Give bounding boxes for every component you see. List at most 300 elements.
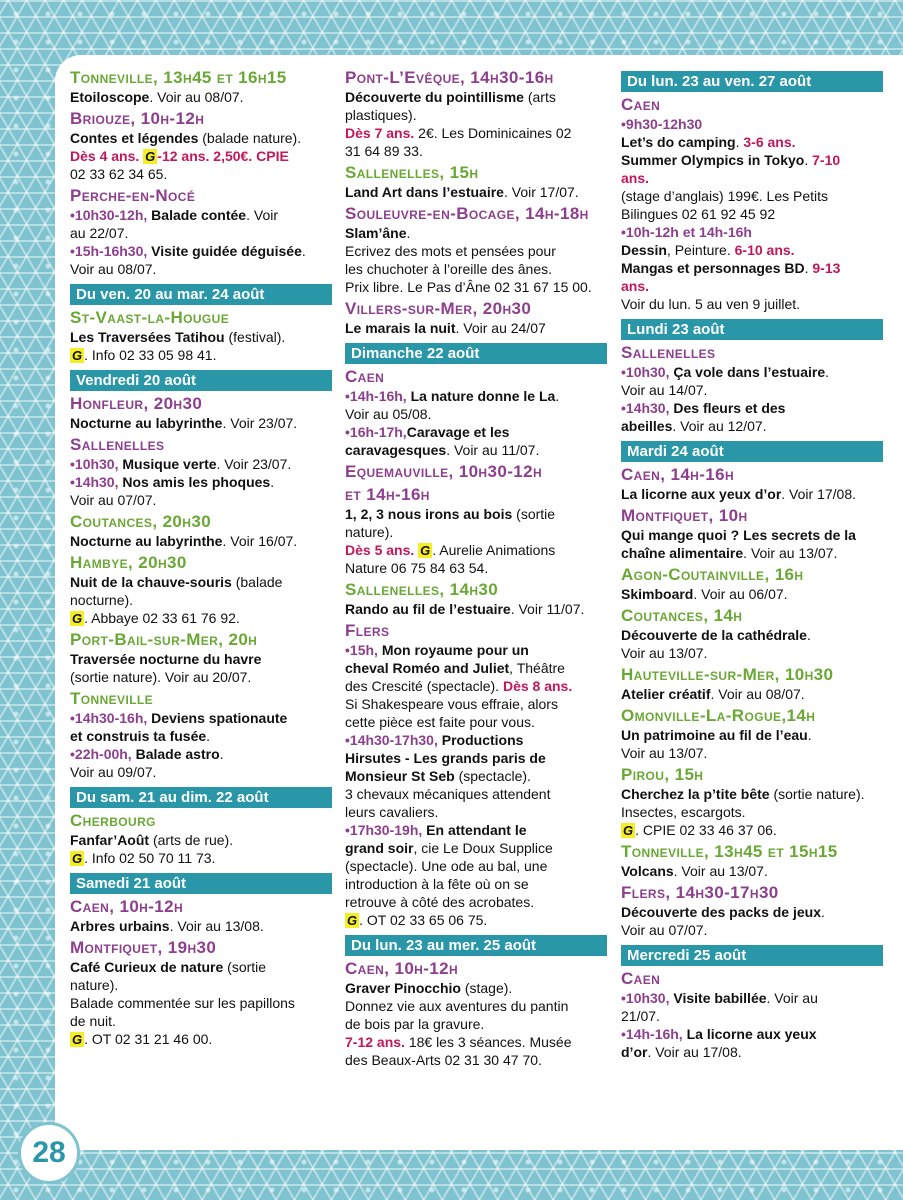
- age-info: 7-10: [812, 152, 841, 168]
- event-line: [621, 223, 883, 241]
- event-detail: de nuit.: [70, 1013, 116, 1029]
- event-detail: Insectes, escargots.: [621, 804, 746, 820]
- event-line: [345, 541, 607, 559]
- event-detail: .: [806, 627, 811, 643]
- event-line: [345, 278, 607, 296]
- page-number: 28: [18, 1122, 80, 1184]
- event-title: Découverte de la cathédrale: [621, 627, 807, 643]
- event-title: La licorne aux yeux: [686, 1026, 817, 1042]
- location-heading: Hauteville-sur-Mer, 10h30: [621, 665, 834, 684]
- location-heading: Sallenelles: [70, 435, 165, 454]
- event-detail: , Peinture.: [666, 242, 735, 258]
- event-detail: .: [219, 746, 224, 762]
- event-title: Découverte du pointillisme: [345, 89, 524, 105]
- event-detail: (sortie: [512, 506, 556, 522]
- location-heading: Flers, 14h30-17h30: [621, 883, 779, 902]
- date-banner: Du sam. 21 au dim. 22 août: [70, 787, 332, 808]
- event-line: [621, 115, 883, 133]
- event-detail: nature).: [70, 977, 119, 993]
- event-line: [621, 626, 883, 644]
- event-title: Le marais la nuit: [345, 320, 456, 336]
- event-title: abeilles: [621, 418, 673, 434]
- event-title: Des fleurs et des: [673, 400, 786, 416]
- event-detail: (arts de rue).: [149, 832, 234, 848]
- event-line: [345, 731, 607, 749]
- event-title: Café Curieux de nature: [70, 959, 224, 975]
- event-line: [70, 129, 332, 147]
- event-detail: (balade: [231, 574, 283, 590]
- event-detail: . Voir 16/07.: [222, 533, 298, 549]
- location-heading: Pont-L’Evêque, 14h30-16h: [345, 68, 554, 87]
- event-line: [345, 260, 607, 278]
- event-detail: (sortie nature).: [769, 786, 865, 802]
- event-line: [621, 685, 883, 703]
- age-info: 7-12 ans.: [345, 1034, 409, 1050]
- event-line: [70, 473, 332, 491]
- event-title: Fanfar’Août: [70, 832, 150, 848]
- event-time: •14h-16h,: [345, 388, 411, 404]
- event-line: [621, 989, 883, 1007]
- event-line: [345, 1015, 607, 1033]
- event-detail: . Voir au 13/07.: [743, 545, 838, 561]
- event-detail: . Voir au 08/07.: [710, 686, 805, 702]
- event-detail: (spectacle).: [454, 768, 531, 784]
- event-line: [345, 695, 607, 713]
- event-line: [70, 917, 332, 935]
- event-detail: leurs cavaliers.: [345, 804, 439, 820]
- event-detail: . OT 02 33 65 06 75.: [359, 912, 488, 928]
- age-info: 6-10 ans.: [734, 242, 795, 258]
- event-line: [621, 1025, 883, 1043]
- event-line: [70, 455, 332, 473]
- location-heading: St-Vaast-la-Hougue: [70, 308, 230, 327]
- event-line: [70, 849, 332, 867]
- event-time: •14h30-16h,: [70, 710, 152, 726]
- location-heading: Souleuvre-en-Bocage, 14h-18h: [345, 204, 589, 223]
- event-line: [70, 414, 332, 432]
- event-line: [345, 106, 607, 124]
- event-line: [621, 259, 883, 277]
- event-detail: plastiques).: [345, 107, 417, 123]
- event-detail: Voir au 08/07.: [70, 261, 157, 277]
- event-detail: Nature 06 75 84 63 54.: [345, 560, 489, 576]
- event-detail: (arts: [523, 89, 556, 105]
- event-line: [621, 485, 883, 503]
- event-line: [70, 242, 332, 260]
- event-detail: (sortie nature). Voir au 20/07.: [70, 669, 252, 685]
- event-line: [70, 958, 332, 976]
- event-detail: nature).: [345, 524, 394, 540]
- event-title: 1, 2, 3 nous irons au bois: [345, 506, 513, 522]
- event-detail: 2€. Les Dominicaines 02: [418, 125, 572, 141]
- event-detail: Voir au 05/08.: [345, 406, 432, 422]
- event-detail: . Voir au 24/07: [455, 320, 546, 336]
- event-detail: .: [735, 134, 744, 150]
- event-title: Let’s do camping: [621, 134, 736, 150]
- event-title: Caravage et les: [406, 424, 510, 440]
- event-title: Monsieur St Seb: [345, 768, 455, 784]
- event-detail: Ecrivez des mots et pensées pour: [345, 243, 556, 259]
- event-line: [70, 328, 332, 346]
- free-badge: G: [72, 348, 83, 363]
- event-detail: . Info 02 33 05 98 41.: [84, 347, 217, 363]
- event-title: Productions: [441, 732, 524, 748]
- event-line: [345, 821, 607, 839]
- event-line: [345, 142, 607, 160]
- age-info: Dès 8 ans.: [502, 678, 573, 694]
- event-detail: Prix libre. Le Pas d’Âne 02 31 67 15 00.: [345, 279, 592, 295]
- event-line: [345, 441, 607, 459]
- event-line: [345, 979, 607, 997]
- event-title: Les Traversées Tatihou: [70, 329, 225, 345]
- event-title: Ça vole dans l’estuaire: [673, 364, 826, 380]
- event-title: Rando au fil de l’estuaire: [345, 601, 511, 617]
- event-line: [621, 785, 883, 803]
- event-detail: . Voir 17/07.: [503, 184, 579, 200]
- event-line: [345, 749, 607, 767]
- event-line: [70, 491, 332, 509]
- event-line: [70, 147, 332, 165]
- event-line: [621, 133, 883, 151]
- age-info: Dès 7 ans.: [345, 125, 419, 141]
- date-banner: Lundi 23 août: [621, 319, 883, 340]
- event-detail: 3 chevaux mécaniques attendent: [345, 786, 551, 802]
- event-title: Dessin: [621, 242, 667, 258]
- event-line: [70, 763, 332, 781]
- event-line: [345, 423, 607, 441]
- event-line: [621, 921, 883, 939]
- event-detail: Voir au 07/07.: [621, 922, 708, 938]
- event-line: [70, 745, 332, 763]
- event-line: [70, 668, 332, 686]
- event-line: [70, 532, 332, 550]
- event-detail: des Beaux-Arts 02 31 30 47 70.: [345, 1052, 542, 1068]
- event-detail: .: [270, 474, 275, 490]
- event-line: [345, 641, 607, 659]
- event-detail: , cie Le Doux Supplice: [413, 840, 553, 856]
- event-detail: . Voir 23/07.: [216, 456, 292, 472]
- event-line: [70, 709, 332, 727]
- event-line: [345, 677, 607, 695]
- location-heading: Sallenelles, 15h: [345, 163, 479, 182]
- event-line: [70, 206, 332, 224]
- event-title: Nocturne au labyrinthe: [70, 533, 223, 549]
- location-heading: Montfiquet, 19h30: [70, 938, 217, 957]
- event-detail: . OT 02 31 21 46 00.: [84, 1031, 213, 1047]
- event-title: Qui mange quoi ? Les secrets de la: [621, 527, 856, 543]
- event-detail: (sortie: [223, 959, 267, 975]
- event-time: •10h30-12h,: [70, 207, 152, 223]
- event-title: Land Art dans l’estuaire: [345, 184, 504, 200]
- event-line: [621, 644, 883, 662]
- location-heading: Villers-sur-Mer, 20h30: [345, 299, 532, 318]
- event-line: [70, 727, 332, 745]
- event-title: Visite babillée: [673, 990, 767, 1006]
- event-line: [621, 241, 883, 259]
- event-title: Nuit de la chauve-souris: [70, 574, 232, 590]
- location-heading: Sallenelles, 14h30: [345, 580, 499, 599]
- event-detail: . Voir 17/08.: [781, 486, 856, 502]
- location-heading: Caen: [621, 95, 661, 114]
- age-info: ans.: [621, 278, 650, 294]
- event-title: Summer Olympics in Tokyo: [621, 152, 805, 168]
- event-time: •10h30,: [621, 364, 674, 380]
- event-line: [345, 997, 607, 1015]
- event-title: cheval Roméo and Juliet: [345, 660, 510, 676]
- event-time: •22h-00h,: [70, 746, 136, 762]
- location-heading: Caen: [345, 367, 385, 386]
- event-detail: les chuchoter à l’oreille des ânes.: [345, 261, 553, 277]
- date-banner: Vendredi 20 août: [70, 370, 332, 391]
- event-detail: . Aurelie Animations: [432, 542, 556, 558]
- event-title: Volcans: [621, 863, 674, 879]
- event-detail: . Voir: [246, 207, 279, 223]
- event-detail: (festival).: [224, 329, 286, 345]
- location-heading: Tonneville: [70, 689, 154, 708]
- event-time: •14h30,: [621, 400, 674, 416]
- event-title: Nos amis les phoques: [122, 474, 271, 490]
- event-title: et construis ta fusée: [70, 728, 207, 744]
- event-line: [621, 381, 883, 399]
- location-heading: Coutances, 20h30: [70, 512, 212, 531]
- location-heading: Caen, 10h-12h: [345, 959, 459, 978]
- event-title: Skimboard: [621, 586, 694, 602]
- event-detail: . Voir 11/07.: [510, 601, 585, 617]
- event-line: [345, 88, 607, 106]
- event-time: •16h-17h,: [345, 424, 407, 440]
- event-line: [70, 1012, 332, 1030]
- event-time: •9h30-12h30: [621, 116, 703, 132]
- event-title: Musique verte: [122, 456, 217, 472]
- event-detail: . Voir au 13/07.: [673, 863, 768, 879]
- event-time: •17h30-19h,: [345, 822, 427, 838]
- event-time: •14h30-17h30,: [345, 732, 442, 748]
- event-line: [70, 591, 332, 609]
- event-line: [621, 363, 883, 381]
- event-detail: 21/07.: [621, 1008, 660, 1024]
- free-badge: G: [72, 1032, 83, 1047]
- event-line: [345, 183, 607, 201]
- event-line: [621, 295, 883, 313]
- location-heading: Caen, 14h-16h: [621, 465, 735, 484]
- event-line: [70, 1030, 332, 1048]
- event-detail: .: [807, 727, 812, 743]
- event-line: [621, 744, 883, 762]
- event-line: [621, 187, 883, 205]
- event-line: [621, 205, 883, 223]
- free-badge: G: [623, 823, 634, 838]
- event-detail: . Abbaye 02 33 61 76 92.: [84, 610, 240, 626]
- event-detail: Voir au 09/07.: [70, 764, 157, 780]
- event-detail: , Théâtre: [509, 660, 565, 676]
- event-title: Graver Pinocchio: [345, 980, 461, 996]
- agenda-column-2: [345, 65, 607, 1069]
- event-line: [70, 346, 332, 364]
- event-line: [70, 976, 332, 994]
- event-title: Contes et légendes: [70, 130, 199, 146]
- event-line: [70, 994, 332, 1012]
- event-time: •14h-16h,: [621, 1026, 687, 1042]
- event-detail: de bois par la gravure.: [345, 1016, 485, 1032]
- event-time: •15h,: [345, 642, 382, 658]
- event-line: [70, 165, 332, 183]
- free-badge: G: [145, 149, 156, 164]
- location-heading: Coutances, 14h: [621, 606, 743, 625]
- date-banner: Du ven. 20 au mar. 24 août: [70, 284, 332, 305]
- event-line: [621, 1007, 883, 1025]
- location-heading: Montfiquet, 10h: [621, 506, 748, 525]
- event-time: •15h-16h30,: [70, 243, 152, 259]
- event-title: Deviens spationaute: [151, 710, 288, 726]
- event-line: [345, 319, 607, 337]
- event-detail: Si Shakespeare vous effraie, alors: [345, 696, 558, 712]
- location-heading: Hambye, 20h30: [70, 553, 187, 572]
- event-time: •10h-12h et 14h-16h: [621, 224, 752, 240]
- event-line: [621, 169, 883, 187]
- event-title: Mon royaume pour un: [381, 642, 529, 658]
- event-detail: des Crescité (spectacle).: [345, 678, 503, 694]
- event-title: Etoiloscope: [70, 89, 150, 105]
- location-heading: Tonneville, 13h45 et 15h15: [621, 842, 838, 861]
- event-line: [345, 405, 607, 423]
- event-line: [621, 803, 883, 821]
- event-detail: 02 33 62 34 65.: [70, 166, 168, 182]
- event-title: Visite guidée déguisée: [151, 243, 302, 259]
- event-detail: (spectacle). Une ode au bal, une: [345, 858, 548, 874]
- location-heading: Honfleur, 20h30: [70, 394, 203, 413]
- location-heading: Cherbourg: [70, 811, 156, 830]
- event-title: Slam’âne: [345, 225, 407, 241]
- event-line: [621, 821, 883, 839]
- event-line: [345, 1033, 607, 1051]
- event-title: Atelier créatif: [621, 686, 711, 702]
- date-banner: Dimanche 22 août: [345, 343, 607, 364]
- event-line: [621, 526, 883, 544]
- event-detail: (stage d’anglais) 199€. Les Petits: [621, 188, 829, 204]
- event-title: Nocturne au labyrinthe: [70, 415, 223, 431]
- event-detail: (stage).: [460, 980, 513, 996]
- event-line: [70, 224, 332, 242]
- event-line: [345, 857, 607, 875]
- age-info: ans.: [621, 170, 650, 186]
- event-line: [345, 713, 607, 731]
- event-line: [345, 893, 607, 911]
- event-detail: .: [149, 89, 154, 105]
- event-line: [70, 573, 332, 591]
- date-banner: Samedi 21 août: [70, 873, 332, 894]
- agenda-column-3: [621, 65, 883, 1061]
- event-title: Balade astro: [135, 746, 220, 762]
- event-detail: . CPIE 02 33 46 37 06.: [635, 822, 777, 838]
- event-time: •10h30,: [70, 456, 123, 472]
- event-detail: Bilingues 02 61 92 45 92: [621, 206, 776, 222]
- event-line: [70, 609, 332, 627]
- event-detail: Balade commentée sur les papillons: [70, 995, 295, 1011]
- event-detail: retrouve à côté des acrobates.: [345, 894, 535, 910]
- event-line: [621, 585, 883, 603]
- location-heading: Briouze, 10h-12h: [70, 109, 205, 128]
- event-title: grand soir: [345, 840, 414, 856]
- event-line: [345, 559, 607, 577]
- event-detail: .: [821, 904, 825, 920]
- event-detail: . Voir au 13/08.: [169, 918, 264, 934]
- event-line: [345, 1051, 607, 1069]
- event-line: [345, 875, 607, 893]
- event-detail: Voir au 07/07.: [70, 492, 157, 508]
- event-line: [345, 523, 607, 541]
- event-line: [345, 659, 607, 677]
- agenda-column-1: [70, 65, 332, 1048]
- event-detail: Voir au 14/07.: [621, 382, 708, 398]
- location-heading: Equemauville, 10h30-12h: [345, 462, 543, 481]
- event-line: [621, 399, 883, 417]
- location-heading: et 14h-16h: [345, 485, 430, 504]
- event-detail: introduction à la fête où on se: [345, 876, 529, 892]
- event-title: Balade contée: [151, 207, 247, 223]
- event-title: La licorne aux yeux d’or: [621, 486, 782, 502]
- event-detail: Voir du lun. 5 au ven 9 juillet.: [621, 296, 801, 312]
- event-detail: Voir au 08/07.: [153, 89, 244, 105]
- event-detail: au 22/07.: [70, 225, 129, 241]
- event-detail: . Voir 23/07.: [222, 415, 298, 431]
- free-badge: G: [420, 543, 431, 558]
- event-detail: .: [301, 243, 306, 259]
- event-detail: . Voir au: [766, 990, 818, 1006]
- event-detail: .: [206, 728, 211, 744]
- event-line: [621, 277, 883, 295]
- event-line: [345, 224, 607, 242]
- free-badge: G: [72, 851, 83, 866]
- event-line: [70, 88, 332, 106]
- event-line: [345, 505, 607, 523]
- location-heading: Pirou, 15h: [621, 765, 704, 784]
- event-title: Mangas et personnages BD: [621, 260, 805, 276]
- event-title: Un patrimoine au fil de l’eau: [621, 727, 808, 743]
- event-title: caravagesques: [345, 442, 447, 458]
- event-detail: .: [555, 388, 560, 404]
- event-detail: .: [804, 152, 813, 168]
- event-title: Cherchez la p’tite bête: [621, 786, 770, 802]
- event-title: Hirsutes - Les grands paris de: [345, 750, 546, 766]
- age-info: Dès 5 ans.: [345, 542, 419, 558]
- location-heading: Omonville-La-Rogue,14h: [621, 706, 816, 725]
- event-title: La nature donne le La: [410, 388, 556, 404]
- event-detail: (balade nature).: [198, 130, 302, 146]
- event-line: [621, 726, 883, 744]
- event-line: [621, 151, 883, 169]
- event-detail: .: [825, 364, 830, 380]
- event-title: En attendant le: [426, 822, 527, 838]
- event-detail: 31 64 89 33.: [345, 143, 423, 159]
- free-badge: G: [347, 913, 358, 928]
- event-detail: cette pièce est faite pour vous.: [345, 714, 535, 730]
- event-title: d’or: [621, 1044, 648, 1060]
- event-title: Découverte des packs de jeux: [621, 904, 821, 920]
- event-line: [345, 600, 607, 618]
- event-detail: Voir au 13/07.: [621, 645, 708, 661]
- event-line: [345, 839, 607, 857]
- event-detail: . Voir au 06/07.: [693, 586, 788, 602]
- event-title: Traversée nocturne du havre: [70, 651, 262, 667]
- event-line: [621, 417, 883, 435]
- age-info: -12 ans. 2,50€. CPIE: [157, 148, 289, 164]
- event-detail: .: [804, 260, 813, 276]
- location-heading: Perche-en-Nocé: [70, 186, 196, 205]
- event-detail: . Voir au 17/08.: [647, 1044, 742, 1060]
- event-line: [345, 785, 607, 803]
- date-banner: Du lun. 23 au ven. 27 août: [621, 71, 883, 92]
- event-line: [345, 387, 607, 405]
